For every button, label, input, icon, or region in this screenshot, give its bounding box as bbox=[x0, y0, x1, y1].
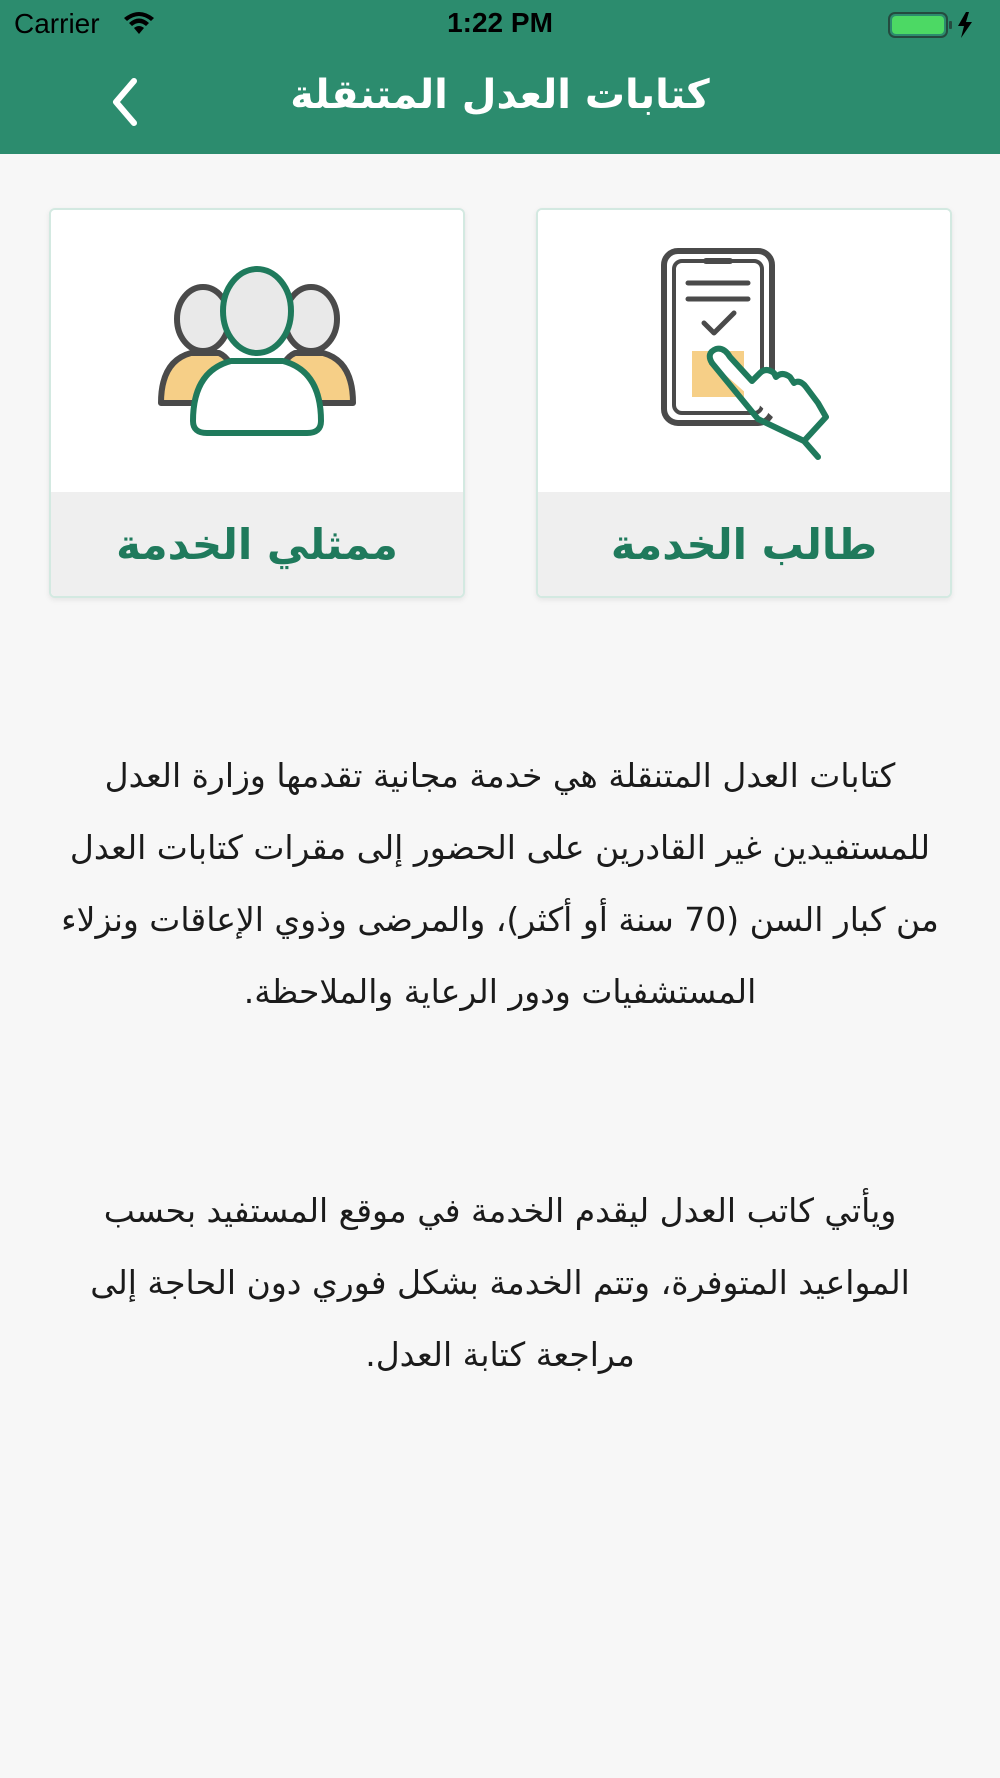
status-time: 1:22 PM bbox=[447, 7, 553, 38]
representatives-icon bbox=[157, 261, 357, 441]
service-requester-icon bbox=[654, 241, 834, 461]
card-illustration bbox=[538, 210, 950, 492]
service-requester-card[interactable] bbox=[536, 208, 952, 598]
card-illustration bbox=[51, 210, 463, 492]
card-label: ممثلي الخدمة bbox=[51, 492, 463, 596]
status-bar bbox=[0, 0, 1000, 50]
service-representatives-card[interactable] bbox=[49, 208, 465, 598]
service-description-paragraph: كتابات العدل المتنقلة هي خدمة مجانية تقدمها وزارة العدل للمستفيدين غير القادرين على الحضور إلى مقرات كتابات العدل من كبار السن (70 سنة أو أكثر)، والمرضى وذوي الإعاقات ونزلاء المستشفيات ودور الرعاية والملاحظة. bbox=[61, 756, 939, 1011]
card-label: طالب الخدمة bbox=[538, 492, 950, 596]
carrier-label: Carrier bbox=[14, 8, 100, 39]
page-title: كتابات العدل المتنقلة bbox=[290, 72, 710, 118]
service-description-paragraph: ويأتي كاتب العدل ليقدم الخدمة في موقع المستفيد بحسب المواعيد المتوفرة، وتتم الخدمة بشكل فوري دون الحاجة إلى مراجعة كتابة العدل. bbox=[90, 1191, 910, 1374]
navigation-bar bbox=[0, 50, 1000, 154]
battery-icon bbox=[888, 10, 978, 44]
